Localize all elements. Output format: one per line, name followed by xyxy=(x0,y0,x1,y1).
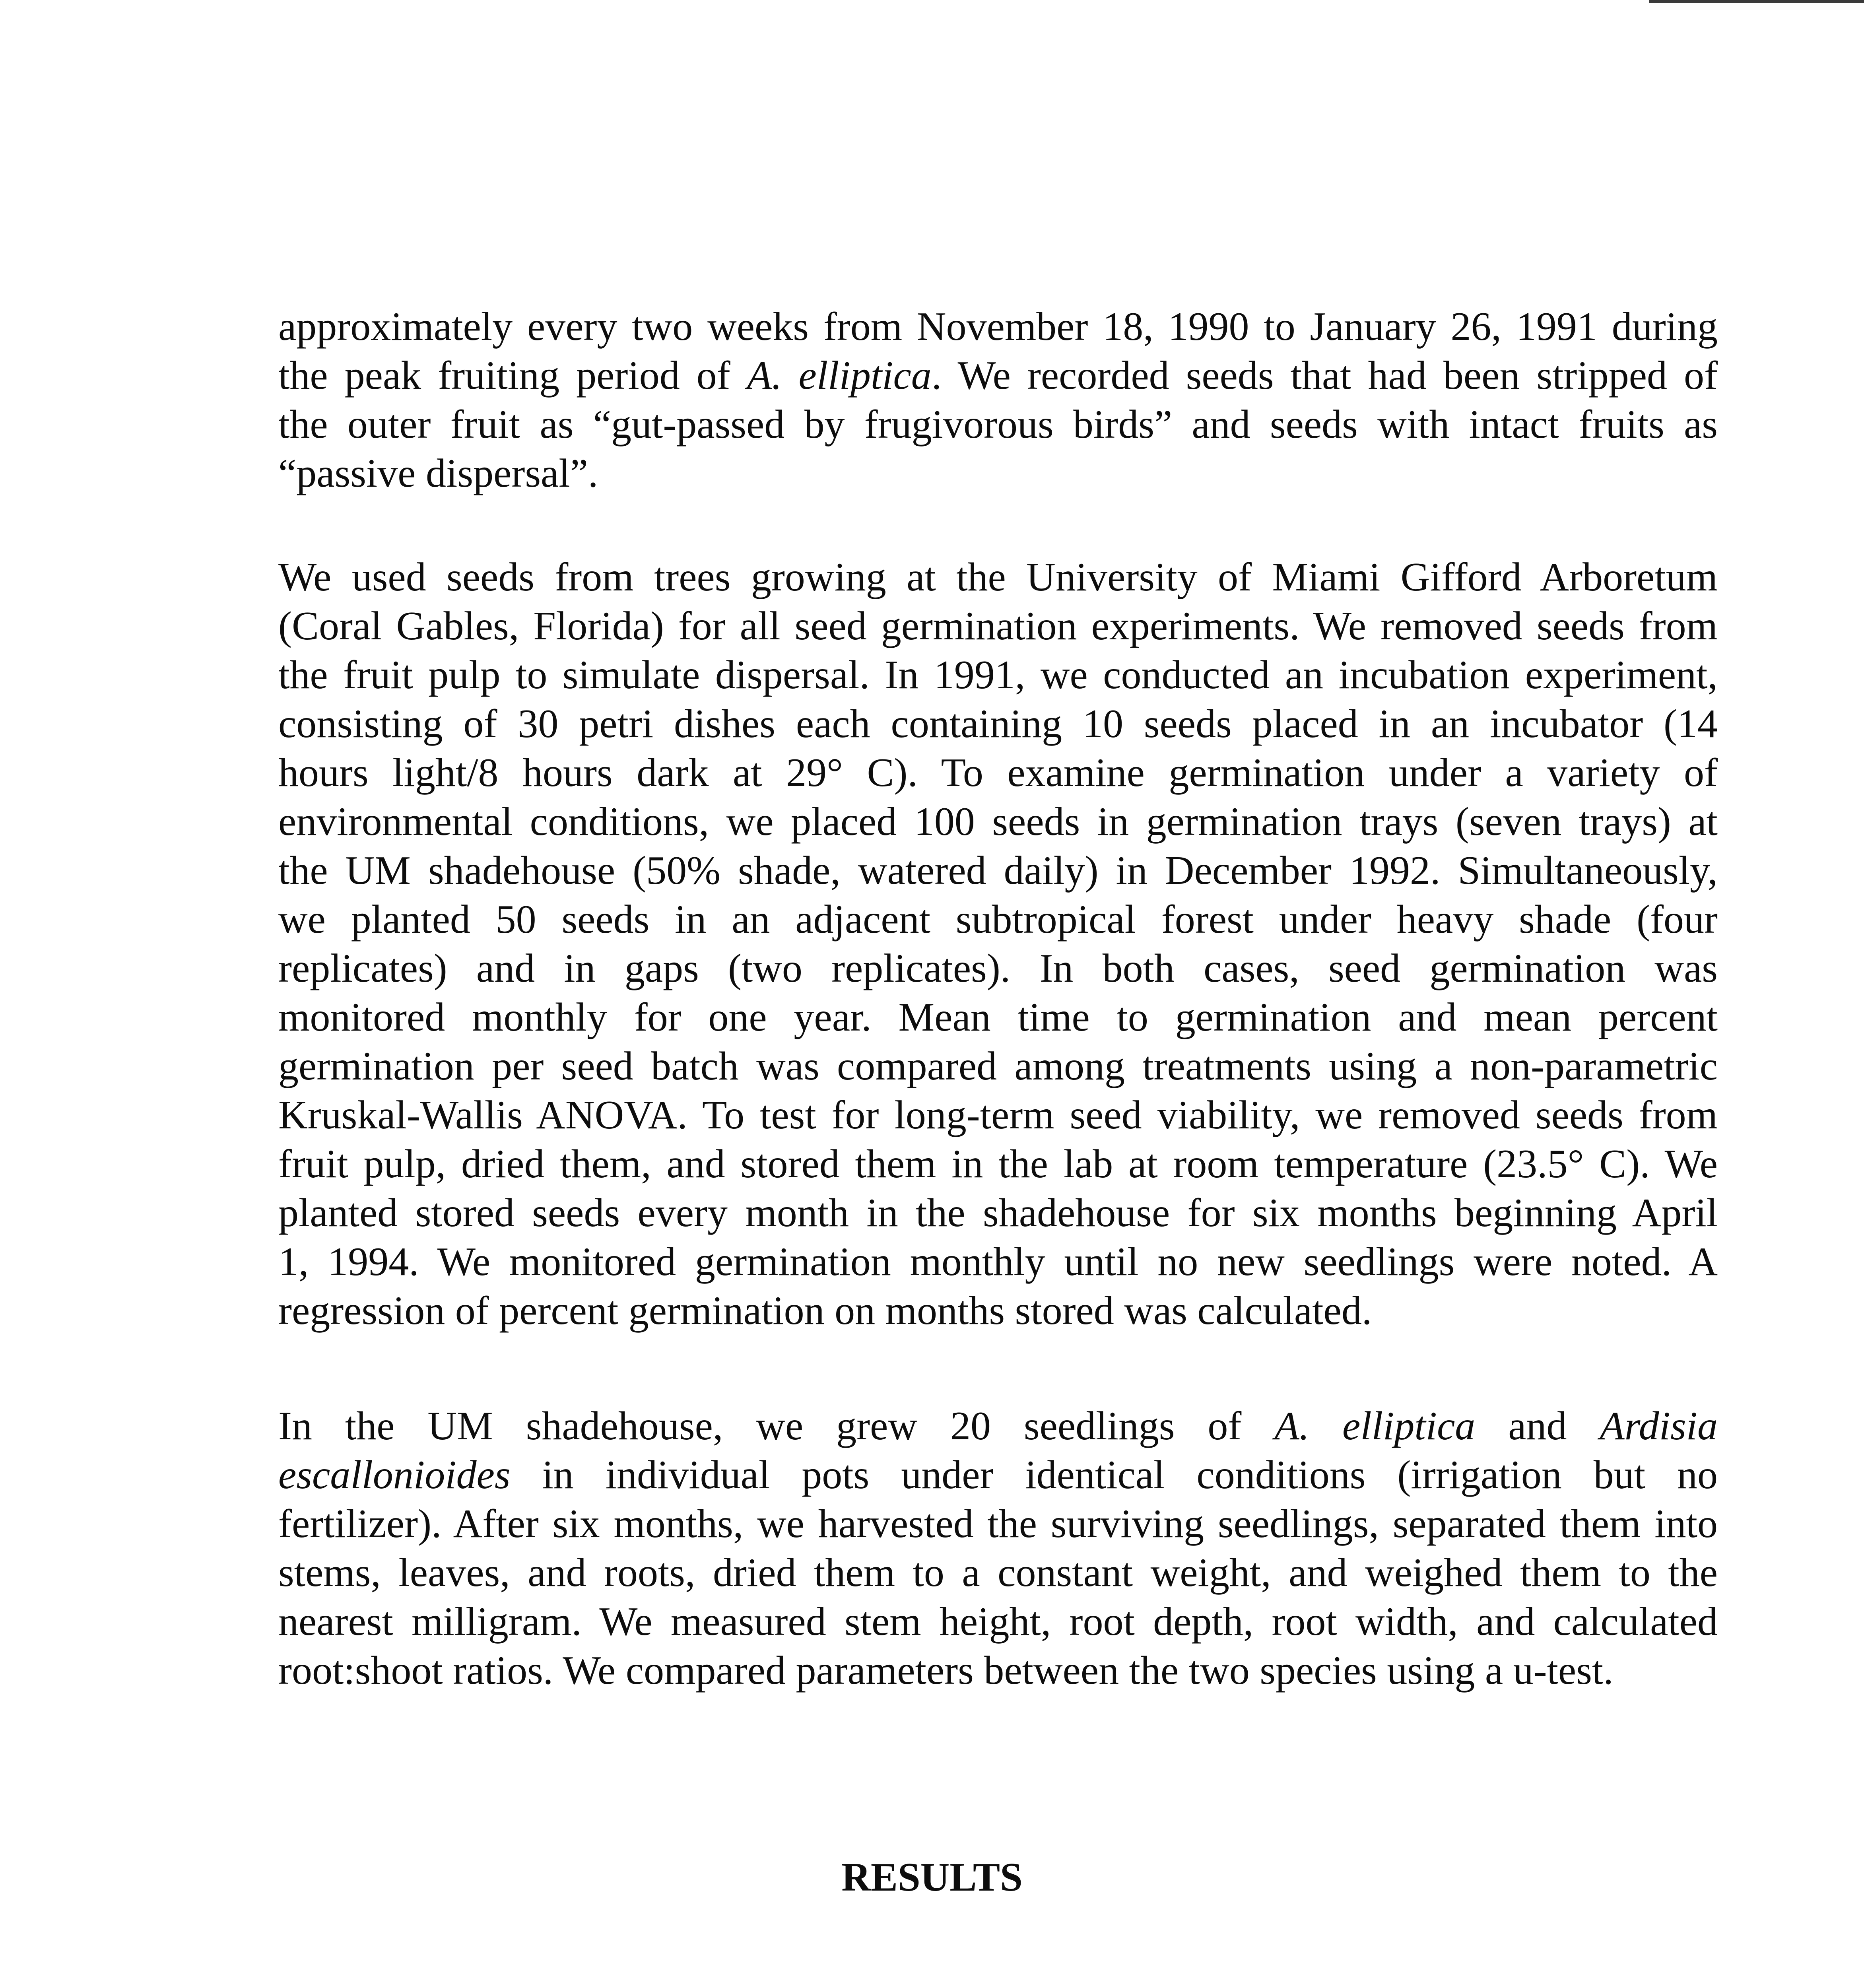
text-line: escallonioides in individual pots under identical conditions (irrigation but no xyxy=(278,1452,1718,1497)
text-line: In the UM shadehouse, we grew 20 seedlings of A. elliptica and Ardisia xyxy=(278,1404,1718,1448)
text-line: hours light/8 hours dark at 29° C). To examine germination under a variety of xyxy=(278,750,1718,795)
text-line: germination per seed batch was compared among treatments using a non-parametric xyxy=(278,1044,1718,1089)
text-line: consisting of 30 petri dishes each containing 10 seeds placed in an incubator (14 xyxy=(278,701,1718,746)
text-line: the outer fruit as “gut-passed by frugivorous birds” and seeds with intact fruits as xyxy=(278,402,1718,447)
text-line: replicates) and in gaps (two replicates). In both cases, seed germination was xyxy=(278,946,1718,991)
scan-edge-line xyxy=(1649,0,1864,3)
text-line: monitored monthly for one year. Mean time to germination and mean percent xyxy=(278,995,1718,1040)
text-line: fertilizer). After six months, we harvested the surviving seedlings, separated them into xyxy=(278,1501,1718,1546)
paragraph-methods-seed-collection xyxy=(278,302,1718,498)
text-line: root:shoot ratios. We compared parameters between the two species using a u-test. xyxy=(278,1648,1614,1693)
text-line: environmental conditions, we placed 100 seeds in germination trays (seven trays) at xyxy=(278,799,1718,844)
text-line: regression of percent germination on months stored was calculated. xyxy=(278,1288,1372,1333)
paragraph-methods-germination xyxy=(278,553,1718,1335)
text-line: we planted 50 seeds in an adjacent subtropical forest under heavy shade (four xyxy=(278,897,1718,942)
text-line: 1, 1994. We monitored germination monthly until no new seedlings were noted. A xyxy=(278,1239,1718,1284)
text-line: We used seeds from trees growing at the University of Miami Gifford Arboretum xyxy=(278,555,1718,600)
section-heading-results: RESULTS xyxy=(841,1855,1023,1900)
text-line: the peak fruiting period of A. elliptica. We recorded seeds that had been stripped of xyxy=(278,353,1718,398)
text-line: (Coral Gables, Florida) for all seed germination experiments. We removed seeds from xyxy=(278,604,1718,648)
text-line: the UM shadehouse (50% shade, watered daily) in December 1992. Simultaneously, xyxy=(278,848,1718,893)
text-line: stems, leaves, and roots, dried them to a constant weight, and weighed them to the xyxy=(278,1550,1718,1595)
text-line: approximately every two weeks from November 18, 1990 to January 26, 1991 during xyxy=(278,304,1718,349)
text-line: fruit pulp, dried them, and stored them in the lab at room temperature (23.5° C). We xyxy=(278,1142,1718,1186)
text-line: the fruit pulp to simulate dispersal. In 1991, we conducted an incubation experiment, xyxy=(278,652,1718,697)
paragraph-methods-seedlings xyxy=(278,1402,1718,1695)
text-line: planted stored seeds every month in the shadehouse for six months beginning April xyxy=(278,1190,1718,1235)
text-line: nearest milligram. We measured stem height, root depth, root width, and calculated xyxy=(278,1599,1718,1644)
text-line: “passive dispersal”. xyxy=(278,451,598,496)
text-line: Kruskal-Wallis ANOVA. To test for long-term seed viability, we removed seeds from xyxy=(278,1093,1718,1138)
